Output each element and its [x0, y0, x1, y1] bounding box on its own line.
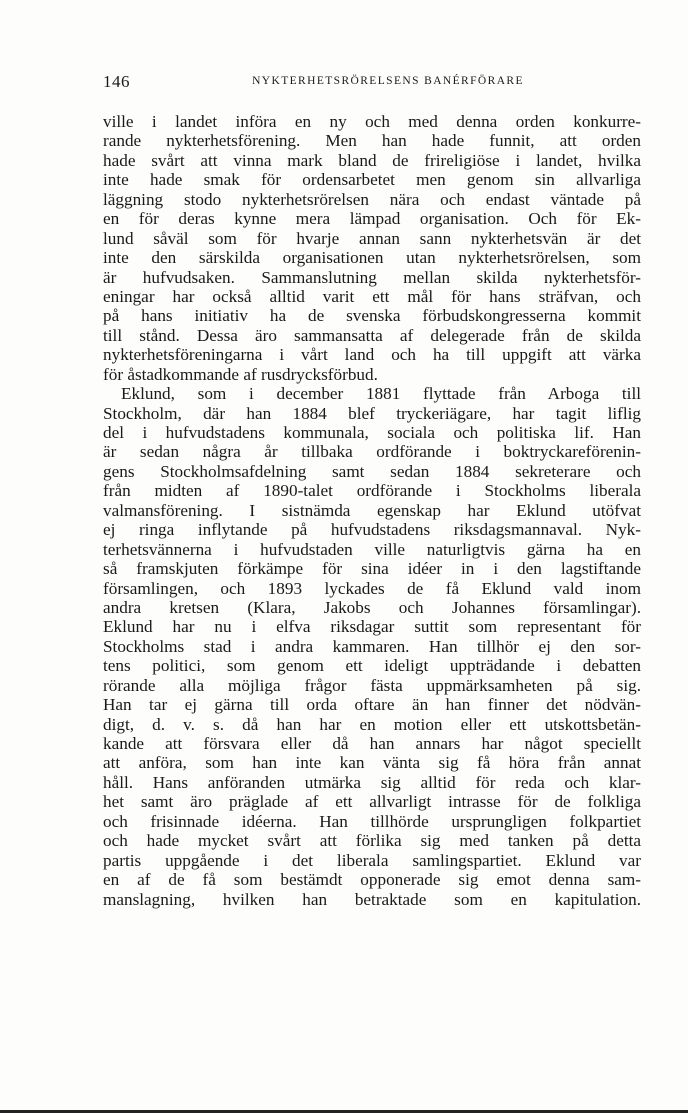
text-line: del i hufvudstadens kommunala, sociala och politiska lif. Han [103, 423, 641, 442]
text-line: en af de få som bestämdt opponerade sig emot denna sam- [103, 870, 641, 890]
page-number: 146 [103, 72, 130, 91]
text-line: och frisinnade idéerna. Han tillhörde ursprungligen folkpartiet [103, 811, 641, 831]
text-line: från midten af 1890-talet ordförande i Stockholms liberala [103, 481, 641, 501]
text-line: för åstadkommande af rusdrycksförbud. [103, 364, 378, 384]
text-line: och hade mycket svårt att förlika sig med tanken på detta [103, 831, 641, 851]
text-line: eningar har också alltid varit ett mål för hans sträfvan, och [103, 286, 641, 306]
text-line: digt, d. v. s. då han har en motion eller ett utskottsbetän- [103, 714, 641, 734]
text-line: manslagning, hvilken han betraktade som en kapitulation. [103, 889, 641, 909]
text-line: Han tar ej gärna till orda oftare än han finner det nödvän- [103, 695, 641, 715]
text-line: hade svårt att vinna mark bland de frireligiöse i landet, hvilka [103, 150, 641, 170]
text-line: Stockholm, där han 1884 blef tryckeriägare, har tagit liflig [103, 403, 641, 423]
page-header [103, 72, 643, 92]
text-line: terhetsvännerna i hufvudstaden ville naturligtvis gärna ha en [103, 539, 641, 559]
text-line: tens politici, som genom ett ideligt uppträdande i debatten [103, 656, 641, 676]
text-line: en för deras kynne mera lämpad organisation. Och för Ek- [103, 209, 641, 229]
text-line: nykterhetsföreningarna i vårt land och ha till uppgift att värka [103, 345, 641, 365]
text-line: valmansförening. I sistnämda egenskap har Eklund utöfvat [103, 500, 641, 520]
text-line: ville i landet införa en ny och med denna orden konkurre- [103, 112, 641, 131]
text-line: kande att försvara eller då han annars har något speciellt [103, 734, 641, 753]
text-line: Eklund har nu i elfva riksdagar suttit som representant för [103, 617, 641, 637]
text-line: på hans initiativ ha de svenska förbudskongresserna kommit [103, 306, 641, 326]
running-title: NYKTERHETSRÖRELSENS BANÉRFÖRARE [252, 75, 524, 87]
text-line: rörande alla möjliga frågor fästa uppmärksamheten på sig. [103, 675, 641, 695]
text-line: till stånd. Dessa äro sammansatta af delegerade från de skilda [103, 325, 641, 345]
text-line: är sedan några år tillbaka ordförande i boktryckareförenin- [103, 442, 641, 462]
text-line: andra kretsen (Klara, Jakobs och Johannes församlingar). [103, 597, 641, 617]
text-line: församlingen, och 1893 lyckades de få Eklund vald inom [103, 578, 641, 598]
text-line: läggning stodo nykterhetsrörelsen nära och endast väntade på [103, 189, 641, 209]
text-line: håll. Hans anföranden utmärka sig alltid för reda och klar- [103, 772, 641, 792]
text-line: inte hade smak för ordensarbetet men genom sin allvarliga [103, 170, 641, 190]
text-line: partis uppgående i det liberala samlingspartiet. Eklund var [103, 850, 641, 870]
body-text [103, 112, 641, 909]
text-line: ej ringa inflytande på hufvudstadens riksdagsmannaval. Nyk- [103, 520, 641, 540]
text-line: gens Stockholmsafdelning samt sedan 1884 sekreterare och [103, 461, 641, 481]
text-line: att anföra, som han inte kan vänta sig få höra från annat [103, 753, 641, 773]
text-line: Stockholms stad i andra kammaren. Han tillhör ej den sor- [103, 636, 641, 656]
text-line: lund såväl som för hvarje annan sann nykterhetsvän är det [103, 228, 641, 248]
text-line: Eklund, som i december 1881 flyttade från Arboga till [121, 384, 641, 404]
text-line: är hufvudsaken. Sammanslutning mellan skilda nykterhetsför- [103, 267, 641, 287]
text-line: så framskjuten förkämpe för sina idéer in i den lagstiftande [103, 559, 641, 579]
text-line: het samt äro präglade af ett allvarligt intrasse för de folkliga [103, 792, 641, 812]
text-line: rande nykterhetsförening. Men han hade funnit, att orden [103, 131, 641, 151]
text-line: inte den särskilda organisationen utan nykterhetsrörelsen, som [103, 248, 641, 268]
